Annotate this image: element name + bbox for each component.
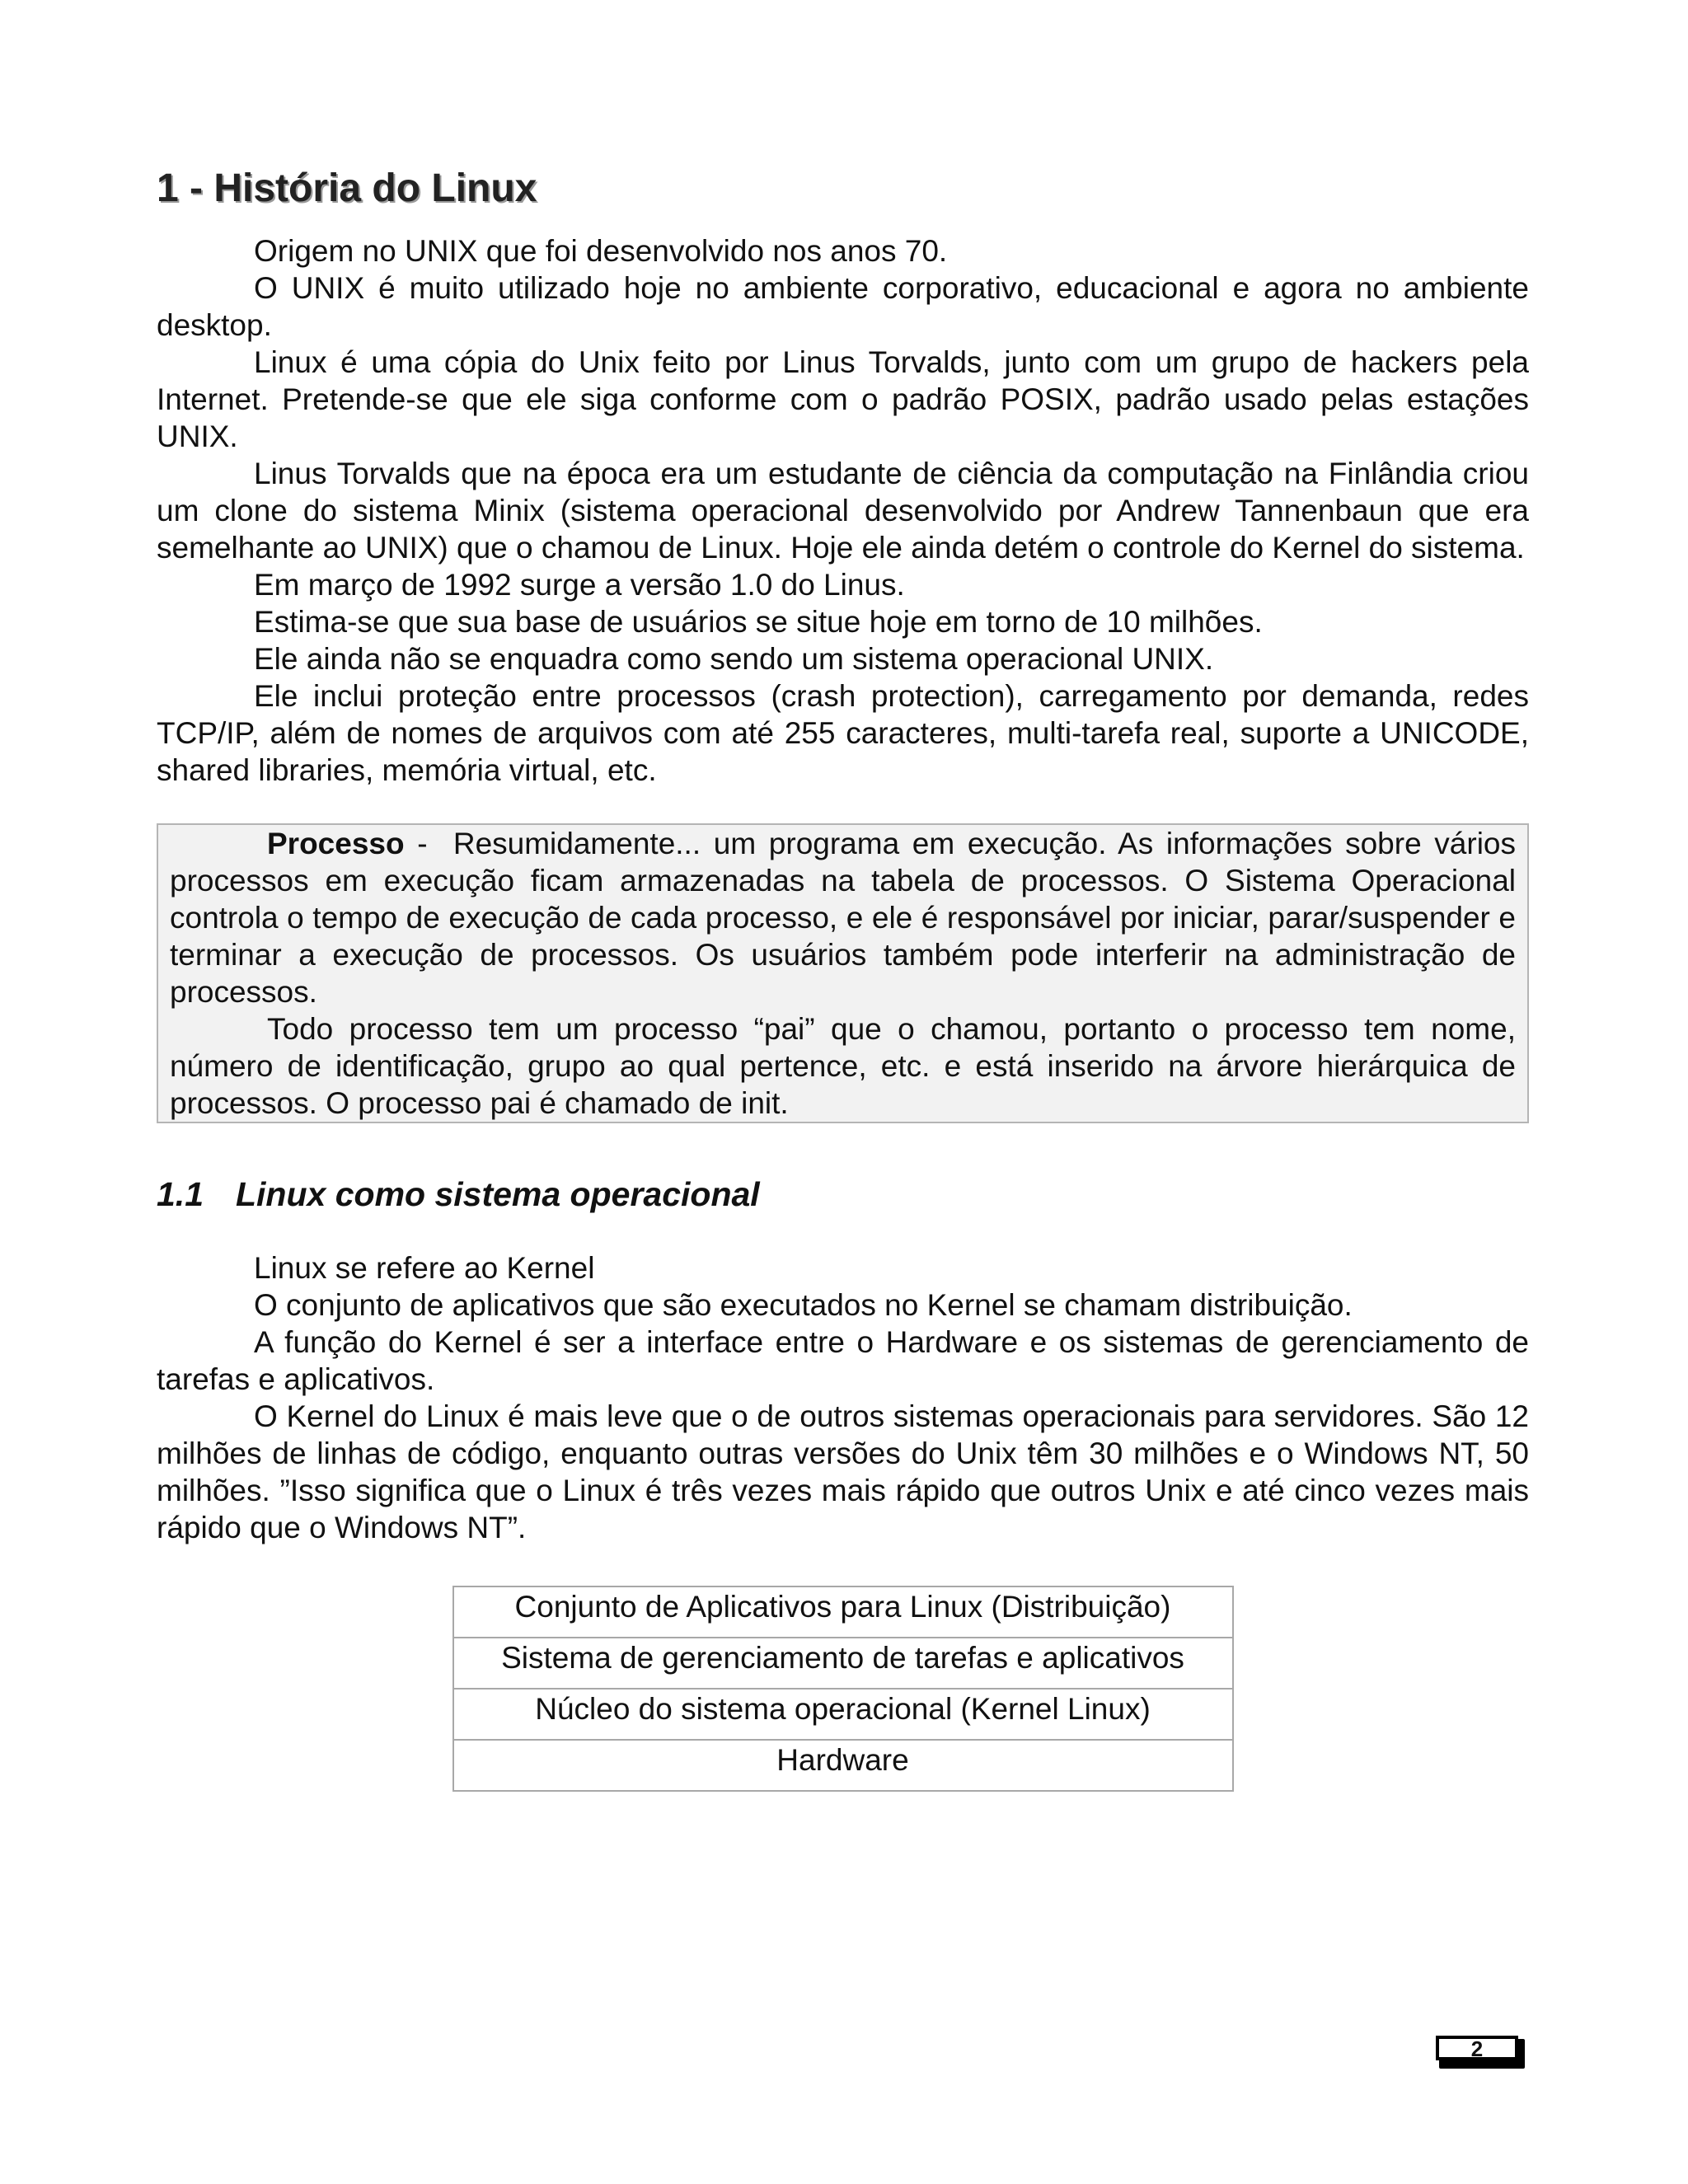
paragraph: Ele inclui proteção entre processos (crash protection), carregamento por demanda, redes TCP/IP, além de nomes de arquivos com até 255 caracteres, multi-tarefa real, suporte a UNICODE, shared libraries, memória virtual, etc. bbox=[157, 678, 1529, 787]
paragraph: Ele ainda não se enquadra como sendo um sistema operacional UNIX. bbox=[254, 641, 1214, 676]
section-number: 1.1 bbox=[157, 1174, 204, 1213]
paragraph: A função do Kernel é ser a interface entre o Hardware e os sistemas de gerenciamento de tarefas e aplicativos. bbox=[157, 1324, 1529, 1396]
os-layers-table bbox=[452, 1586, 1234, 1792]
note-definition-paragraph bbox=[170, 825, 1516, 1010]
document-page bbox=[157, 165, 1529, 1792]
paragraph: O UNIX é muito utilizado hoje no ambiente corporativo, educacional e agora no ambiente desktop. bbox=[157, 270, 1529, 342]
paragraph: Linus Torvalds que na época era um estudante de ciência da computação na Finlândia criou um clone do sistema Minix (sistema operacional desenvolvido por Andrew Tannenbaun que era semelhante ao UNIX) que o chamou de Linux. Hoje ele ainda detém o controle do Kernel do sistema. bbox=[157, 456, 1529, 565]
paragraph: Linux se refere ao Kernel bbox=[254, 1250, 595, 1285]
section-title: Linux como sistema operacional bbox=[236, 1174, 760, 1213]
layer-cell: Hardware bbox=[453, 1740, 1233, 1791]
note-definition: Resumidamente... um programa em execução. As informações sobre vários processos em execução ficam armazenadas na tabela de processos. O Sistema Operacional controla o tempo de execução de cada processo, e ele é responsável por iniciar, parar/suspender e terminar a execução de processos. Os usuários também pode interferir na administração de processos. bbox=[170, 826, 1516, 1009]
layer-cell: Sistema de gerenciamento de tarefas e aplicativos bbox=[453, 1638, 1233, 1689]
layer-cell: Conjunto de Aplicativos para Linux (Distribuição) bbox=[453, 1586, 1233, 1638]
table-row bbox=[453, 1586, 1233, 1638]
section-text bbox=[157, 1249, 1529, 1546]
paragraph: Linux é uma cópia do Unix feito por Linus Torvalds, junto com um grupo de hackers pela Internet. Pretende-se que ele siga conforme com o padrão POSIX, padrão usado pelas estações UNIX. bbox=[157, 344, 1529, 453]
table-row bbox=[453, 1689, 1233, 1740]
paragraph: O conjunto de aplicativos que são executados no Kernel se chamam distribuição. bbox=[254, 1287, 1353, 1322]
table-row bbox=[453, 1638, 1233, 1689]
page-number-badge bbox=[1436, 2036, 1518, 2060]
note-second-paragraph: Todo processo tem um processo “pai” que o chamou, portanto o processo tem nome, número de identificação, grupo ao qual pertence, etc. e está inserido na árvore hierárquica de processos. O processo pai é chamado de init. bbox=[170, 1011, 1516, 1120]
layer-cell: Núcleo do sistema operacional (Kernel Linux) bbox=[453, 1689, 1233, 1740]
note-term: Processo bbox=[267, 826, 405, 860]
intro-text bbox=[157, 232, 1529, 789]
paragraph: Estima-se que sua base de usuários se situe hoje em torno de 10 milhões. bbox=[254, 604, 1263, 639]
paragraph: Em março de 1992 surge a versão 1.0 do Linus. bbox=[254, 567, 905, 602]
page-number: 2 bbox=[1470, 2036, 1484, 2060]
section-heading bbox=[157, 1174, 1529, 1215]
paragraph: Origem no UNIX que foi desenvolvido nos anos 70. bbox=[254, 233, 948, 268]
process-note-box bbox=[157, 823, 1529, 1123]
note-separator: - bbox=[404, 826, 453, 860]
table-row bbox=[453, 1740, 1233, 1791]
chapter-title: 1 - História do Linux bbox=[157, 166, 537, 210]
paragraph: O Kernel do Linux é mais leve que o de outros sistemas operacionais para servidores. São 12 milhões de linhas de código, enquanto outras versões do Unix têm 30 milhões e o Windows NT, 50 milhões. ”Isso significa que o Linux é três vezes mais rápido que outros Unix e até cinco vezes mais rápido que o Windows NT”. bbox=[157, 1399, 1529, 1544]
